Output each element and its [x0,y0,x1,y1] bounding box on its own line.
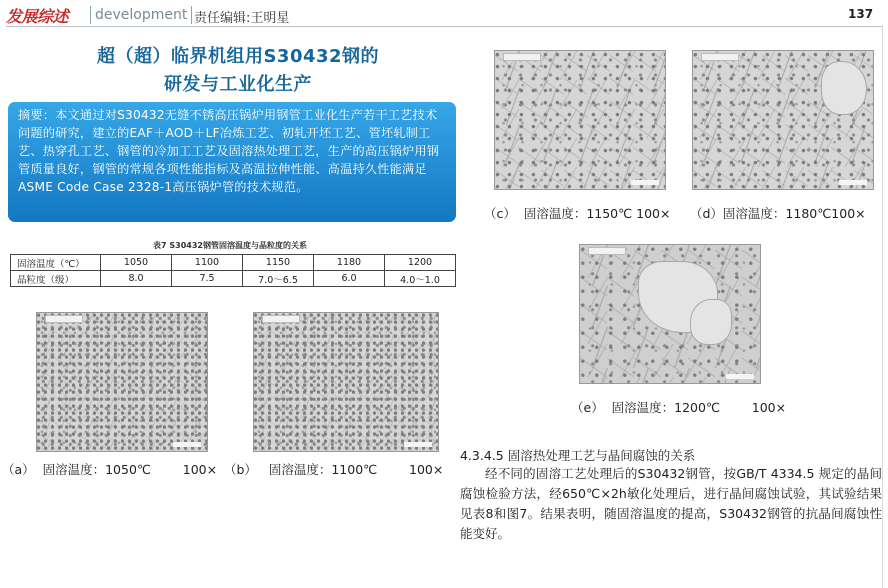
article-title-line-2: 研发与工业化生产 [164,74,312,95]
figure-caption-b: （b） 固溶温度：1100℃ 100× [224,462,444,477]
table-caption: 表7 S30432钢管固溶温度与晶粒度的关系 [153,241,307,250]
table-row-header: 晶粒度（级） [11,271,101,287]
table-cell: 7.0～6.5 [243,271,314,287]
scale-bar [701,53,739,61]
page-number: 137 [848,7,874,21]
section-brand: 发展综述 [6,7,69,26]
image-stamp [404,442,432,447]
abstract-text: 摘要：本文通过对S30432无缝不锈高压锅炉用钢管工业化生产若干工艺技术问题的研究，建立的EAF＋AOD＋LF冶炼工艺、初轧开坯工艺、管坯轧制工艺、热穿孔工艺、钢管的冷加工工艺及固溶热处理工艺，生产的高压锅炉用钢管质量良好，钢管的常规各项性能指标及高温拉伸性能、高温持久性能满足ASME Code Case 2328-1高压锅炉管的技术规范。 [18,108,440,194]
micrograph-1200c [579,244,761,384]
body-paragraph: 经不同的固溶工艺处理后的S30432钢管，按GB/T 4334.5 规定的晶间腐蚀检验方法，经650℃×2h敏化处理后，进行晶间腐蚀试验，其试验结果见表8和图7。结果表明，随固溶温度的提高，S30432钢管的抗晶间腐蚀性能变好。 [460,466,882,541]
micrograph-1150c [494,50,666,190]
scale-bar [503,53,541,61]
figure-caption-e: （e） 固溶温度：1200℃ 100× [571,400,787,415]
large-grain [690,299,732,345]
abstract-box [8,102,456,222]
article-title-line-1: 超（超）临界机组用S30432钢的 [96,46,380,67]
table-row [11,271,456,287]
image-stamp [726,374,754,379]
page-right-border [882,26,883,588]
micrograph-1100c [253,312,439,452]
scale-bar [262,315,300,323]
section-heading: 4.3.4.5 固溶热处理工艺与晶间腐蚀的关系 [460,448,696,463]
table-cell: 1100 [172,255,243,271]
table-cell: 7.5 [172,271,243,287]
table-row [11,255,456,271]
image-stamp [839,180,867,185]
figure-caption-c: （c） 固溶温度：1150℃ 100× [484,206,671,221]
scale-bar [45,315,83,323]
micrograph-1180c [692,50,874,190]
table-cell: 1180 [314,255,385,271]
micrograph-1050c [36,312,208,452]
figure-caption-d: （d）固溶温度：1180℃100× [690,206,866,221]
grain-size-table [10,254,456,287]
large-grain [821,61,867,115]
header-divider [6,26,882,27]
table-cell: 4.0～1.0 [385,271,456,287]
table-cell: 8.0 [101,271,172,287]
image-stamp [631,180,659,185]
editor-credit: 责任编辑:王明星 [194,11,290,26]
image-stamp [173,442,201,447]
table-row-header: 固溶温度（℃） [11,255,101,271]
table-cell: 1150 [243,255,314,271]
scale-bar [588,247,626,255]
table-cell: 1050 [101,255,172,271]
table-cell: 6.0 [314,271,385,287]
figure-caption-a: （a） 固溶温度：1050℃ 100× [2,462,218,477]
table-cell: 1200 [385,255,456,271]
section-brand-english: development [90,6,192,24]
